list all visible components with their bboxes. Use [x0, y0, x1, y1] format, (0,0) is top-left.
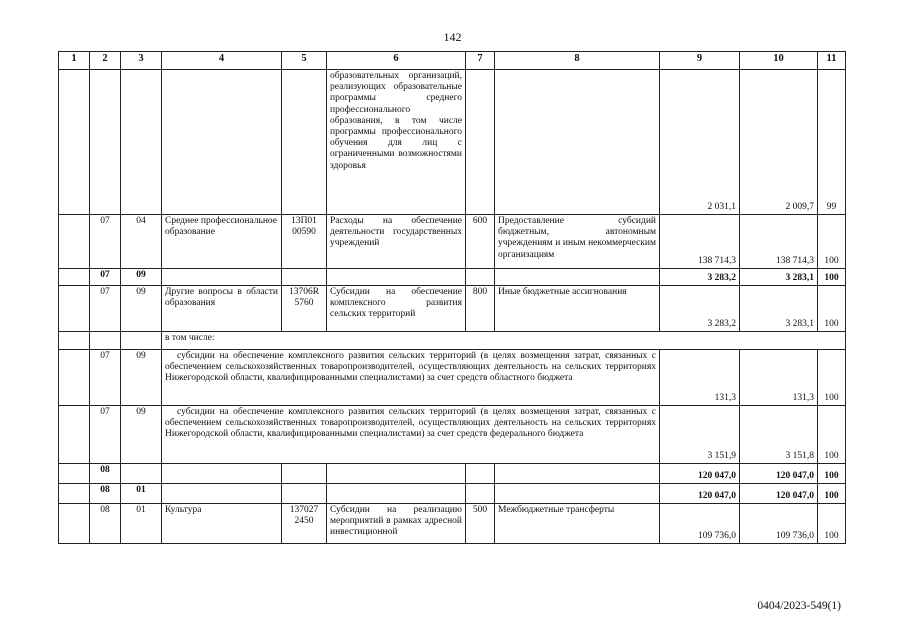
cell-type-name: Межбюджетные трансферты	[495, 504, 660, 544]
header-col-11: 11	[818, 52, 846, 70]
cell-code-2: 08	[90, 504, 121, 544]
cell-target: 13706R 5760	[282, 286, 327, 332]
cell-plan: 131,3	[660, 350, 740, 406]
cell-plan: 2 031,1	[660, 70, 740, 215]
cell-code-2: 08	[90, 484, 121, 504]
cell-fact: 3 283,1	[740, 286, 818, 332]
header-col-7: 7	[466, 52, 495, 70]
cell-code-2: 07	[90, 350, 121, 406]
cell-code-3: 09	[121, 269, 162, 286]
cell-including: в том числе:	[162, 332, 846, 350]
cell-rz	[59, 484, 90, 504]
header-col-5: 5	[282, 52, 327, 70]
cell-fact: 109 736,0	[740, 504, 818, 544]
cell-name	[162, 484, 282, 504]
cell-code-2	[90, 332, 121, 350]
cell-code-3: 04	[121, 215, 162, 269]
cell-code-3	[121, 332, 162, 350]
cell-percent: 99	[818, 70, 846, 215]
cell-code-2: 07	[90, 286, 121, 332]
cell-fact: 2 009,7	[740, 70, 818, 215]
cell-plan: 138 714,3	[660, 215, 740, 269]
header-col-3: 3	[121, 52, 162, 70]
header-row	[59, 52, 846, 70]
cell-type-code	[466, 464, 495, 484]
cell-type-name	[495, 70, 660, 215]
table-row	[59, 464, 846, 484]
header-col-4: 4	[162, 52, 282, 70]
budget-table	[58, 51, 846, 544]
cell-fact: 138 714,3	[740, 215, 818, 269]
cell-type-name	[495, 484, 660, 504]
cell-code-2: 08	[90, 464, 121, 484]
cell-plan: 3 151,9	[660, 406, 740, 464]
cell-percent: 100	[818, 504, 846, 544]
table-row	[59, 406, 846, 464]
table-row	[59, 70, 846, 215]
header-col-1: 1	[59, 52, 90, 70]
cell-plan: 120 047,0	[660, 484, 740, 504]
cell-type-code	[466, 70, 495, 215]
cell-type-code	[466, 484, 495, 504]
cell-plan: 3 283,2	[660, 286, 740, 332]
cell-code-2: 07	[90, 215, 121, 269]
cell-type-code: 600	[466, 215, 495, 269]
cell-code-3: 01	[121, 504, 162, 544]
cell-fact: 131,3	[740, 350, 818, 406]
cell-plan: 3 283,2	[660, 269, 740, 286]
cell-fact: 120 047,0	[740, 464, 818, 484]
cell-plan: 109 736,0	[660, 504, 740, 544]
cell-purpose	[327, 484, 466, 504]
cell-purpose: Субсидии на реализацию мероприятий в рамках адресной инвестиционной	[327, 504, 466, 544]
cell-target	[282, 269, 327, 286]
cell-code-3	[121, 464, 162, 484]
header-col-10: 10	[740, 52, 818, 70]
header-col-9: 9	[660, 52, 740, 70]
cell-target: 137027 2450	[282, 504, 327, 544]
cell-purpose	[327, 464, 466, 484]
cell-type-name: Иные бюджетные ассигнования	[495, 286, 660, 332]
cell-rz	[59, 70, 90, 215]
cell-type-code: 800	[466, 286, 495, 332]
cell-purpose: Расходы на обеспечение деятельности государственных учреждений	[327, 215, 466, 269]
cell-code-2	[90, 70, 121, 215]
cell-rz	[59, 504, 90, 544]
cell-code-3: 01	[121, 484, 162, 504]
table-row	[59, 350, 846, 406]
cell-code-3: 09	[121, 350, 162, 406]
cell-percent: 100	[818, 269, 846, 286]
cell-rz	[59, 406, 90, 464]
cell-percent: 100	[818, 406, 846, 464]
cell-code-2: 07	[90, 406, 121, 464]
cell-percent: 100	[818, 484, 846, 504]
header-col-2: 2	[90, 52, 121, 70]
cell-name	[162, 70, 282, 215]
cell-code-2: 07	[90, 269, 121, 286]
cell-target	[282, 484, 327, 504]
cell-purpose: образовательных организаций, реализующих образовательные программы среднего профессионального образования, в том числе программы профессионального обучения для лиц с ограниченными возможностями здоровья	[327, 70, 466, 215]
table-row	[59, 504, 846, 544]
cell-name: Другие вопросы в области образования	[162, 286, 282, 332]
cell-code-3: 09	[121, 406, 162, 464]
cell-rz	[59, 269, 90, 286]
cell-name: Культура	[162, 504, 282, 544]
cell-rz	[59, 215, 90, 269]
cell-rz	[59, 350, 90, 406]
cell-purpose: Субсидии на обеспечение комплексного развития сельских территорий	[327, 286, 466, 332]
cell-plan: 120 047,0	[660, 464, 740, 484]
cell-fact: 120 047,0	[740, 484, 818, 504]
table-row	[59, 332, 846, 350]
cell-name	[162, 464, 282, 484]
header-col-6: 6	[327, 52, 466, 70]
cell-type-name: Предоставление субсидий бюджетным, автономным учреждениям и иным некоммерческим организациям	[495, 215, 660, 269]
cell-type-code: 500	[466, 504, 495, 544]
cell-rz	[59, 332, 90, 350]
table-row	[59, 286, 846, 332]
cell-name	[162, 269, 282, 286]
cell-rz	[59, 286, 90, 332]
table-row	[59, 269, 846, 286]
cell-fact: 3 151,8	[740, 406, 818, 464]
document-code: 0404/2023-549(1)	[757, 600, 841, 612]
cell-subsidy-description: субсидии на обеспечение комплексного развития сельских территорий (в целях возмещения затрат, связанных с обеспечением сельскохозяйственных товаропроизводителей, осуществляющих деятельность на сельских территориях Нижегородской области, квалифицированными специалистами) за счет средств федерального бюджета	[162, 406, 660, 464]
cell-percent: 100	[818, 286, 846, 332]
header-col-8: 8	[495, 52, 660, 70]
page-number: 142	[443, 30, 462, 44]
cell-fact: 3 283,1	[740, 269, 818, 286]
cell-target	[282, 70, 327, 215]
table-row	[59, 215, 846, 269]
cell-rz	[59, 464, 90, 484]
cell-percent: 100	[818, 464, 846, 484]
cell-percent: 100	[818, 215, 846, 269]
cell-target: 13П01 00590	[282, 215, 327, 269]
cell-name: Среднее профессиональное образование	[162, 215, 282, 269]
cell-code-3	[121, 70, 162, 215]
cell-type-name	[495, 464, 660, 484]
cell-target	[282, 464, 327, 484]
table-row	[59, 484, 846, 504]
cell-type-code	[466, 269, 495, 286]
cell-subsidy-description: субсидии на обеспечение комплексного развития сельских территорий (в целях возмещения затрат, связанных с обеспечением сельскохозяйственных товаропроизводителей, осуществляющих деятельность на сельских территориях Нижегородской области, квалифицированными специалистами) за счет средств областного бюджета	[162, 350, 660, 406]
cell-percent: 100	[818, 350, 846, 406]
cell-type-name	[495, 269, 660, 286]
cell-code-3: 09	[121, 286, 162, 332]
cell-purpose	[327, 269, 466, 286]
